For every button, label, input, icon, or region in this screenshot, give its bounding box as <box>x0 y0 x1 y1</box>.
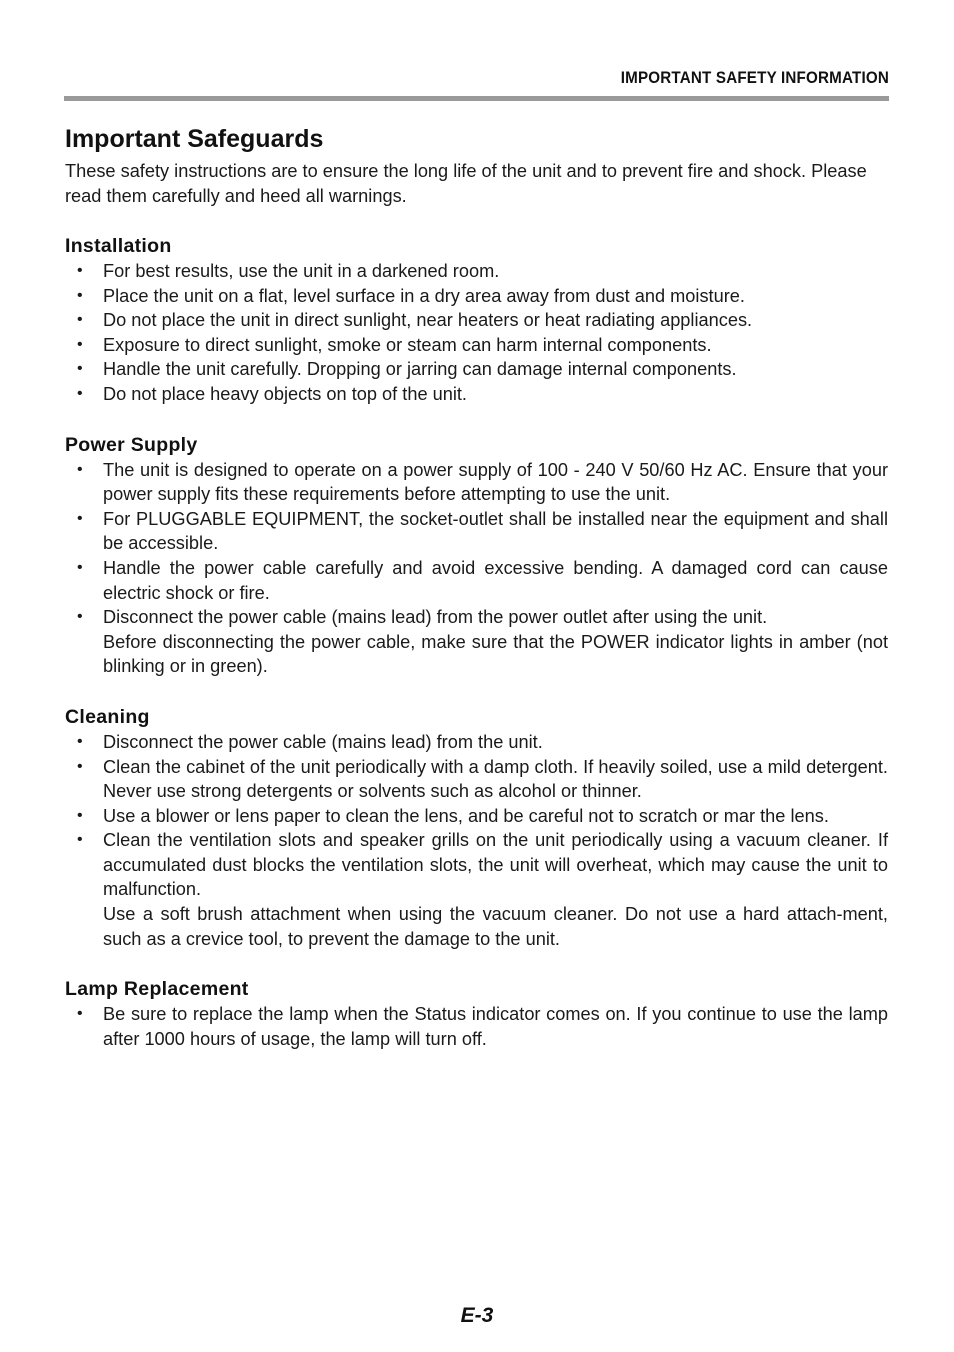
bullet-icon: • <box>77 757 83 775</box>
page-content <box>65 124 888 1051</box>
list-item-text: For best results, use the unit in a darkened room. <box>103 261 500 281</box>
list-item-continuation: Before disconnecting the power cable, make sure that the POWER indicator lights in amber (not blinking or in green). <box>103 631 888 677</box>
list-item <box>65 308 888 333</box>
list-item-text: Do not place heavy objects on top of the unit. <box>103 383 467 404</box>
bullet-icon: • <box>77 384 83 402</box>
list-item-text: Be sure to replace the lamp when the Status indicator comes on. If you continue to use the lamp after 1000 hours of usage, the lamp will turn off. <box>103 1004 888 1049</box>
list-item-text: Clean the ventilation slots and speaker grills on the unit periodically using a vacuum cleaner. If accumulated dust blocks the ventilation slots, the unit will overheat, which may cause the unit to malfunction. <box>103 830 888 900</box>
list-item <box>65 333 888 358</box>
list-item <box>65 284 888 309</box>
bullet-list <box>65 1002 888 1051</box>
bullet-icon: • <box>77 509 83 527</box>
page-number: E-3 <box>460 1304 494 1327</box>
bullet-icon: • <box>77 558 83 576</box>
list-item <box>65 828 888 951</box>
intro-paragraph: These safety instructions are to ensure the long life of the unit and to prevent fire and shock. Please read them carefully and heed all warnings. <box>65 161 867 206</box>
list-item <box>65 556 888 605</box>
list-item-text: Disconnect the power cable (mains lead) from the power outlet after using the unit. <box>103 607 768 628</box>
section-installation <box>65 233 888 407</box>
list-item-text: Place the unit on a flat, level surface in a dry area away from dust and moisture. <box>103 285 745 306</box>
list-item <box>65 458 888 507</box>
bullet-list <box>65 458 888 679</box>
list-item-text: Clean the cabinet of the unit periodically with a damp cloth. If heavily soiled, use a mild detergent. Never use strong detergents or solvents such as alcohol or thinner. <box>103 756 888 802</box>
bullet-icon: • <box>77 831 83 849</box>
list-item <box>65 804 888 829</box>
running-header: IMPORTANT SAFETY INFORMATION <box>620 69 889 87</box>
list-item-text: Exposure to direct sunlight, smoke or steam can harm internal components. <box>103 334 712 355</box>
section-cleaning <box>65 704 888 951</box>
bullet-icon: • <box>77 460 83 478</box>
list-item-text: Handle the unit carefully. Dropping or jarring can damage internal components. <box>103 359 737 380</box>
bullet-list <box>65 259 888 407</box>
list-item <box>65 507 888 556</box>
list-item-continuation: Use a soft brush attachment when using the vacuum cleaner. Do not use a hard attach-ment, such as a crevice tool, to prevent the damage to the unit. <box>103 904 888 949</box>
section-heading: Power Supply <box>65 433 198 456</box>
bullet-icon: • <box>77 1005 83 1023</box>
list-item <box>65 755 888 804</box>
list-item-text: For PLUGGABLE EQUIPMENT, the socket-outlet shall be installed near the equipment and shall be accessible. <box>103 508 888 554</box>
list-item-text: The unit is designed to operate on a power supply of 100 - 240 V 50/60 Hz AC. Ensure that your power supply fits these requirements before attempting to use the unit. <box>103 459 888 505</box>
bullet-icon: • <box>77 608 83 626</box>
section-lamp-replacement <box>65 976 888 1051</box>
section-power-supply <box>65 432 888 679</box>
bullet-icon: • <box>77 262 83 279</box>
bullet-icon: • <box>77 732 83 750</box>
section-heading: Lamp Replacement <box>65 978 249 1001</box>
list-item-text: Use a blower or lens paper to clean the lens, and be careful not to scratch or mar the lens. <box>103 805 829 826</box>
list-item <box>65 382 888 407</box>
list-item-text: Disconnect the power cable (mains lead) from the unit. <box>103 731 543 752</box>
list-item <box>65 730 888 755</box>
list-item <box>65 1002 888 1051</box>
list-item <box>65 357 888 382</box>
header-rule <box>64 96 889 101</box>
section-heading: Installation <box>65 235 172 257</box>
list-item-text: Handle the power cable carefully and avoid excessive bending. A damaged cord can cause electric shock or fire. <box>103 557 888 603</box>
bullet-icon: • <box>77 335 83 353</box>
list-item <box>65 259 888 284</box>
list-item-text: Do not place the unit in direct sunlight, near heaters or heat radiating appliances. <box>103 310 753 331</box>
bullet-icon: • <box>77 286 83 304</box>
bullet-icon: • <box>77 360 83 378</box>
bullet-icon: • <box>77 311 83 329</box>
list-item <box>65 605 888 679</box>
section-heading: Cleaning <box>65 705 150 728</box>
page-title: Important Safeguards <box>65 125 324 153</box>
bullet-icon: • <box>77 806 83 824</box>
bullet-list <box>65 730 888 951</box>
